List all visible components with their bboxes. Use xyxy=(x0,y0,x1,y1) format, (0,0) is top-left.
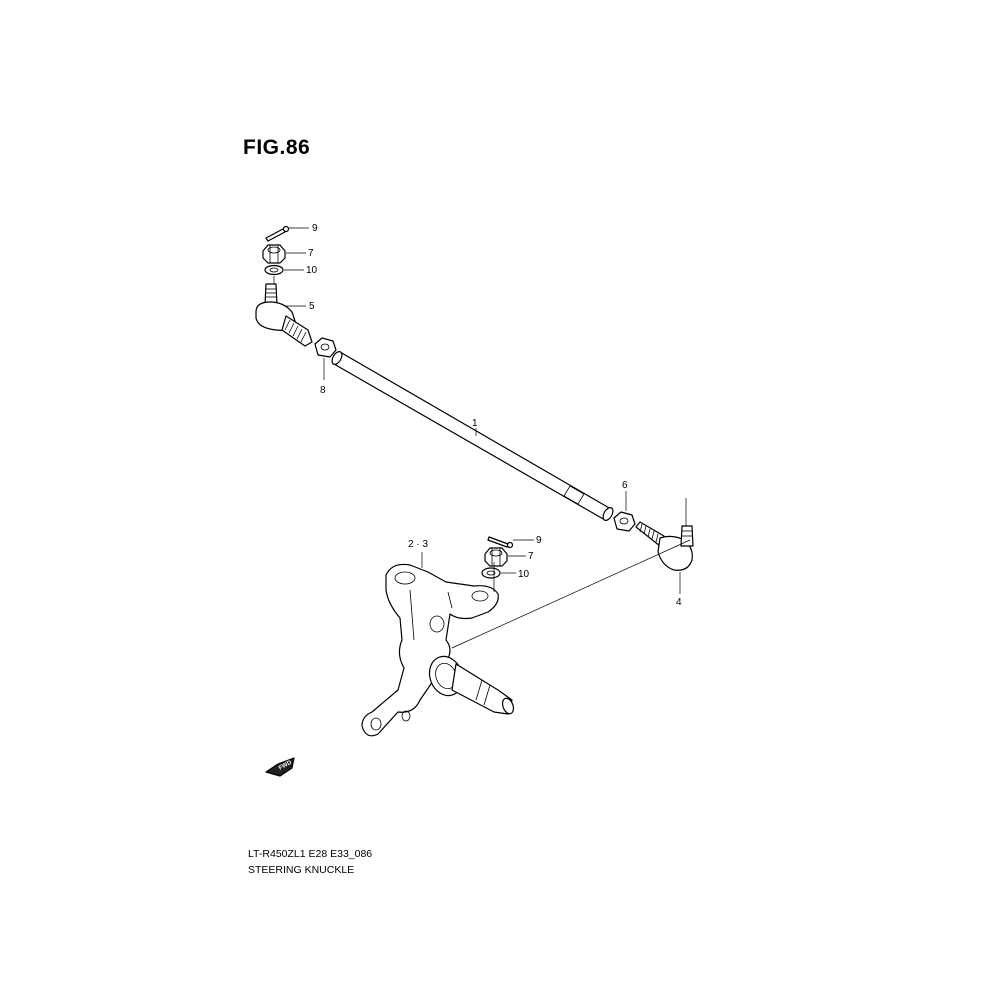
callout-10-top: 10 xyxy=(306,265,318,276)
callout-7-top: 7 xyxy=(308,248,314,259)
callout-1: 1 xyxy=(472,418,478,429)
tie-rod[interactable] xyxy=(330,350,615,522)
castle-nut-top[interactable] xyxy=(263,245,314,263)
callout-7-bottom: 7 xyxy=(528,551,534,562)
fwd-label: FWD xyxy=(278,759,293,772)
callout-9-bottom: 9 xyxy=(536,535,542,546)
callout-9-top: 9 xyxy=(312,223,318,234)
callout-6: 6 xyxy=(622,480,628,491)
callout-8: 8 xyxy=(320,385,326,396)
lock-nut-left[interactable] xyxy=(315,338,336,396)
callout-5: 5 xyxy=(309,301,315,312)
fwd-arrow-icon xyxy=(266,758,294,776)
lock-nut-right[interactable] xyxy=(614,480,635,531)
section-name: STEERING KNUCKLE xyxy=(248,864,355,876)
callout-4: 4 xyxy=(676,597,682,608)
cotter-pin-bottom[interactable] xyxy=(488,535,542,548)
callout-10-bottom: 10 xyxy=(518,569,530,580)
cotter-pin-top[interactable] xyxy=(266,223,318,241)
callout-2-3: 2 · 3 xyxy=(408,539,429,550)
washer-top[interactable] xyxy=(265,265,318,276)
castle-nut-bottom[interactable] xyxy=(485,548,534,566)
washer-bottom[interactable] xyxy=(482,568,530,580)
tie-rod-end-left[interactable] xyxy=(256,284,315,346)
model-code: LT-R450ZL1 E28 E33_086 xyxy=(248,848,373,860)
tie-rod-end-right[interactable] xyxy=(636,522,693,608)
figure-title: FIG.86 xyxy=(243,136,311,159)
